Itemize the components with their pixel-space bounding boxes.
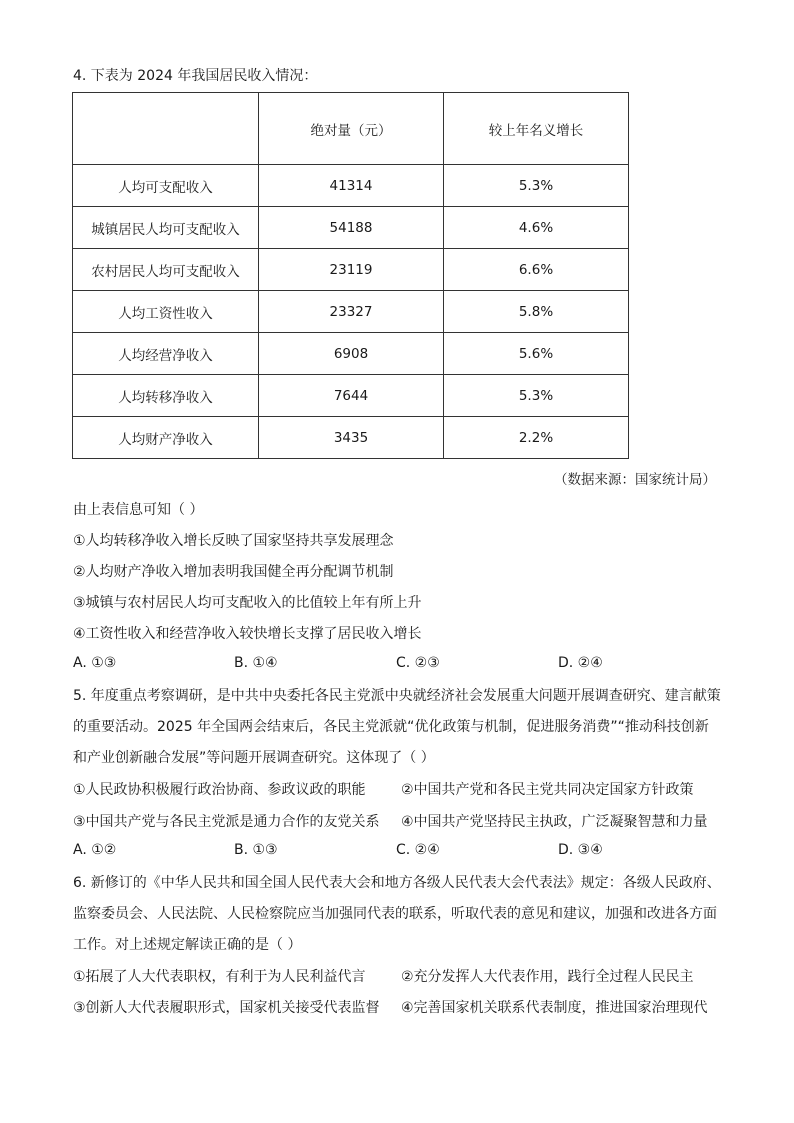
q6-stem-line: 工作。对上述规定解读正确的是（ ）	[73, 937, 302, 953]
table-row	[73, 417, 629, 459]
table-cell: 54188	[259, 207, 444, 249]
option-d[interactable]: D. ②④	[558, 655, 603, 671]
table-row	[73, 333, 629, 375]
q4-statement: ②人均财产净收入增加表明我国健全再分配调节机制	[73, 564, 394, 580]
q6-stem-line: 监察委员会、人民法院、人民检察院应当加强同代表的联系，听取代表的意见和建议，加强和改进各方面	[73, 906, 717, 922]
table-cell: 人均经营净收入	[73, 333, 259, 375]
table-cell: 5.6%	[444, 333, 629, 375]
q6-statement-row	[73, 997, 708, 1017]
table-row	[73, 291, 629, 333]
table-cell: 2.2%	[444, 417, 629, 459]
q6-statement: ①拓展了人大代表职权，有利于为人民利益代言	[73, 969, 366, 985]
option-c[interactable]: C. ②④	[396, 842, 440, 858]
table-row	[73, 165, 629, 207]
option-d[interactable]: D. ③④	[558, 842, 603, 858]
table-cell: 3435	[259, 417, 444, 459]
q5-stem-line: 5. 年度重点考察调研，是中共中央委托各民主党派中央就经济社会发展重大问题开展调查研究、建言献策	[73, 688, 721, 704]
table-cell: 7644	[259, 375, 444, 417]
table-row	[73, 207, 629, 249]
table-cell: 23327	[259, 291, 444, 333]
table-cell: 农村居民人均可支配收入	[73, 249, 259, 291]
table-cell: 6.6%	[444, 249, 629, 291]
q5-statement: ①人民政协积极履行政治协商、参政议政的职能	[73, 782, 366, 798]
q5-options	[73, 842, 673, 862]
table-cell: 5.8%	[444, 291, 629, 333]
option-b[interactable]: B. ①③	[234, 842, 278, 858]
q4-prompt: 由上表信息可知（ ）	[73, 502, 204, 518]
table-header-row	[73, 93, 629, 165]
table-cell: 5.3%	[444, 375, 629, 417]
table-cell: 6908	[259, 333, 444, 375]
table-header-cell: 较上年名义增长	[444, 93, 629, 165]
option-c[interactable]: C. ②③	[396, 655, 440, 671]
q5-statement-row	[73, 811, 708, 831]
table-header-cell	[73, 93, 259, 165]
q4-statement: ④工资性收入和经营净收入较快增长支撑了居民收入增长	[73, 626, 422, 642]
q6-statement-row	[73, 966, 694, 986]
q5-statement: ②中国共产党和各民主党共同决定国家方针政策	[401, 782, 694, 798]
table-row	[73, 249, 629, 291]
option-a[interactable]: A. ①②	[73, 842, 117, 858]
q4-options	[73, 655, 673, 675]
q5-statement: ③中国共产党与各民主党派是通力合作的友党关系	[73, 814, 380, 830]
option-a[interactable]: A. ①③	[73, 655, 117, 671]
table-cell: 5.3%	[444, 165, 629, 207]
q5-stem-line: 的重要活动。2025 年全国两会结束后，各民主党派就“优化政策与机制，促进服务消费”“推动科技创新	[73, 719, 709, 735]
q5-statement: ④中国共产党坚持民主执政，广泛凝聚智慧和力量	[401, 814, 708, 830]
q4-statement: ①人均转移净收入增长反映了国家坚持共享发展理念	[73, 533, 394, 549]
q6-stem-line: 6. 新修订的《中华人民共和国全国人民代表大会和地方各级人民代表大会代表法》规定：各级人民政府、	[73, 875, 721, 891]
table-cell: 4.6%	[444, 207, 629, 249]
table-cell: 41314	[259, 165, 444, 207]
table-cell: 人均转移净收入	[73, 375, 259, 417]
table-cell: 人均可支配收入	[73, 165, 259, 207]
data-source-note: （数据来源：国家统计局）	[554, 472, 716, 488]
table-cell: 城镇居民人均可支配收入	[73, 207, 259, 249]
table-header-cell: 绝对量（元）	[259, 93, 444, 165]
table-cell: 人均工资性收入	[73, 291, 259, 333]
income-table	[72, 92, 629, 459]
q6-statement: ②充分发挥人大代表作用，践行全过程人民民主	[401, 969, 694, 985]
q4-stem: 4. 下表为 2024 年我国居民收入情况：	[73, 68, 318, 84]
option-b[interactable]: B. ①④	[234, 655, 278, 671]
table-cell: 人均财产净收入	[73, 417, 259, 459]
q5-statement-row	[73, 779, 694, 799]
q4-statement: ③城镇与农村居民人均可支配收入的比值较上年有所上升	[73, 595, 422, 611]
q6-statement: ④完善国家机关联系代表制度，推进国家治理现代	[401, 1000, 708, 1016]
table-row	[73, 375, 629, 417]
q5-stem-line: 和产业创新融合发展”等问题开展调查研究。这体现了（ ）	[73, 750, 435, 766]
table-cell: 23119	[259, 249, 444, 291]
q6-statement: ③创新人大代表履职形式，国家机关接受代表监督	[73, 1000, 380, 1016]
